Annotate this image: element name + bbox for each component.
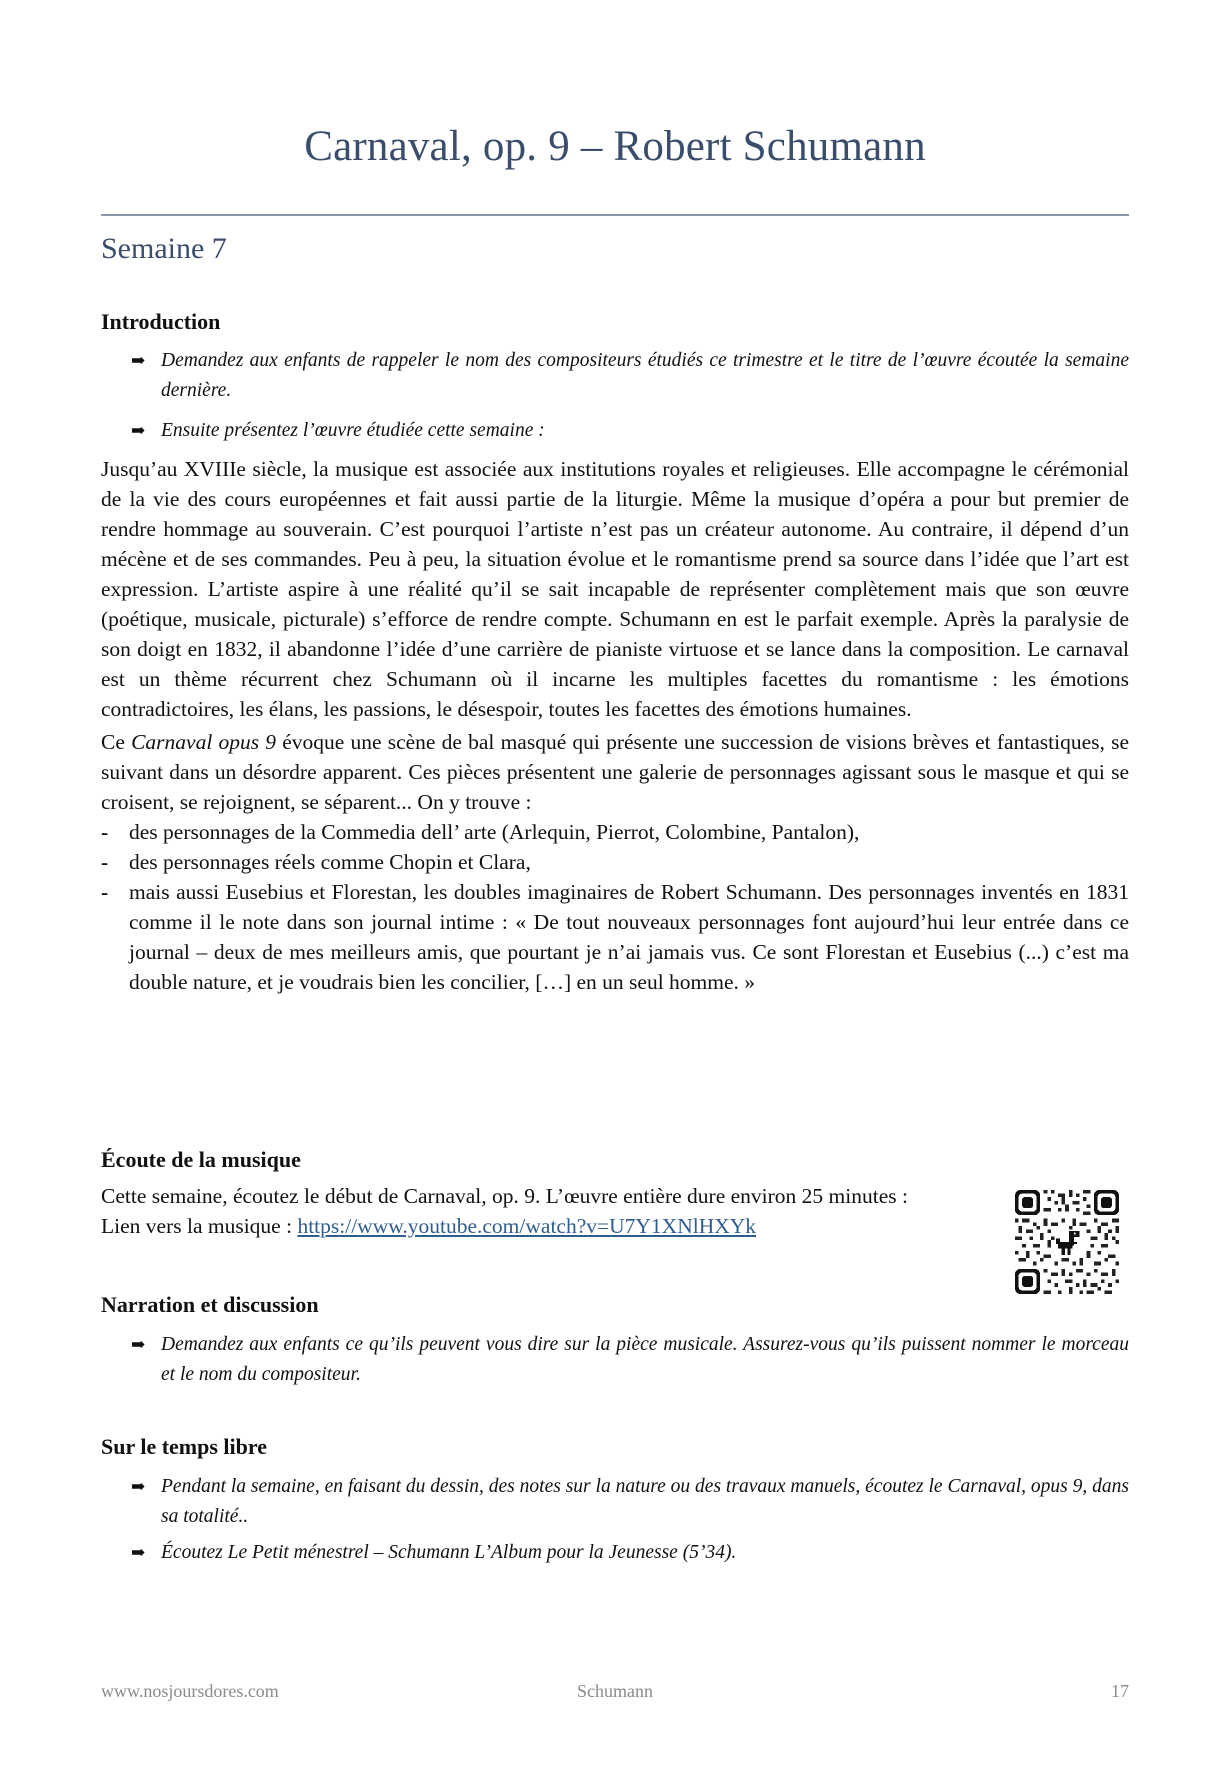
instruction-item [101,1472,1129,1532]
link-label: Lien vers la musique : [101,1214,298,1238]
arrow-right-icon: ➡ [131,1543,146,1562]
arrow-right-icon: ➡ [131,351,146,370]
narration-heading: Narration et discussion [101,1292,319,1317]
footer-section-name: Schumann [577,1681,653,1701]
list-item-text: mais aussi Eusebius et Florestan, les doubles imaginaires de Robert Schumann. Des personnages inventés en 1831 comme il le note dans son journal intime : « De tout nouveaux personnages font aujourd’hui leur entrée dans ce journal – deux de mes meilleurs amis, que pourtant je n’ai jamais vus. Ce sont Florestan et Eusebius (...) c’est ma double nature, et je voudrais bien les concilier, […] en un seul homme. » [129,880,1129,994]
dash-bullet-icon: - [101,850,109,874]
paragraph-text: évoque une scène de bal masqué qui présente une succession de visions brèves et fantastiques, se suivant dans un désordre apparent. Ces pièces présentent une galerie de personnages agissant sous le masque et qui se croisent, se rejoignent, se séparent... On y trouve : [101,730,1130,814]
intro-paragraph: Jusqu’au XVIIIe siècle, la musique est associée aux institutions royales et religieuses. Elle accompagne le cérémonial de la vie des cours européennes et fait aussi partie de la liturgie. Même la musique d’opéra a pour but premier de rendre hommage au souverain. C’est pourquoi l’artiste n’est pas un créateur autonome. Au contraire, il dépend d’un mécène et de ses commandes. Peu à peu, la situation évolue et le romantisme prend sa source dans l’idée que l’art est expression. L’artiste aspire à une réalité qu’il se sait incapable de représenter complètement mais que son œuvre (poétique, musicale, picturale) s’efforce de rendre compte. Schumann en est le parfait exemple. Après la paralysie de son doigt en 1832, il abandonne l’idée d’une carrière de pianiste virtuose et se lance dans la composition. Le carnaval est un thème récurrent chez Schumann où il incarne les multiples facettes du romantisme : les émotions contradictoires, les élans, les passions, le désespoir, toutes les facettes des émotions humaines. [101,457,1129,721]
instruction-text: Ensuite présentez l’œuvre étudiée cette semaine : [161,420,545,441]
dash-bullet-icon: - [101,880,109,904]
page-title: Carnaval, op. 9 – Robert Schumann [304,123,926,170]
listening-text: Cette semaine, écoutez le début de Carnaval, op. 9. L’œuvre entière dure environ 25 minutes : [101,1184,908,1208]
paragraph-text: Ce [101,730,132,754]
qr-code-icon[interactable] [1015,1190,1119,1294]
characters-list [101,817,1129,997]
youtube-link[interactable]: https://www.youtube.com/watch?v=U7Y1XNlHXYk [297,1214,757,1238]
instruction-item [101,346,1129,406]
narration-section [101,1290,1129,1390]
dash-bullet-icon: - [101,820,109,844]
arrow-right-icon: ➡ [131,1477,146,1496]
listening-heading: Écoute de la musique [101,1147,301,1172]
arrow-right-icon: ➡ [131,421,146,440]
list-item [101,817,1129,847]
page-number: 17 [1111,1681,1129,1701]
arrow-right-icon: ➡ [131,1335,146,1354]
work-title: Carnaval opus 9 [131,730,277,754]
list-item-text: des personnages de la Commedia dell’ arte (Arlequin, Pierrot, Colombine, Pantalon), [129,820,860,844]
instruction-item [101,416,1129,446]
list-item-text: des personnages réels comme Chopin et Clara, [129,850,531,874]
document-page [101,0,1129,1770]
free-time-heading: Sur le temps libre [101,1434,268,1459]
instruction-text: Écoutez Le Petit ménestrel – Schumann L’Album pour la Jeunesse (5’34). [161,1542,737,1563]
list-item [101,877,1129,997]
title-divider [101,214,1129,216]
music-link-line [101,1211,991,1241]
instruction-item [101,1538,1129,1568]
introduction-section [101,307,1129,997]
instruction-item [101,1330,1129,1390]
week-subtitle: Semaine 7 [101,232,227,265]
listening-section [101,1145,1129,1241]
instruction-text: Demandez aux enfants ce qu’ils peuvent vous dire sur la pièce musicale. Assurez-vous qu’ils puissent nommer le morceau et le nom du compositeur. [161,1334,1129,1385]
introduction-heading: Introduction [101,309,221,334]
instruction-text: Demandez aux enfants de rappeler le nom des compositeurs étudiés ce trimestre et le titre de l’œuvre écoutée la semaine dernière. [161,350,1129,401]
free-time-section [101,1432,1129,1568]
carnaval-paragraph [101,727,1129,817]
instruction-text: Pendant la semaine, en faisant du dessin, des notes sur la nature ou des travaux manuels, écoutez le Carnaval, opus 9, dans sa totalité.. [161,1476,1129,1527]
footer-website: www.nosjoursdores.com [101,1681,279,1701]
list-item [101,847,1129,877]
